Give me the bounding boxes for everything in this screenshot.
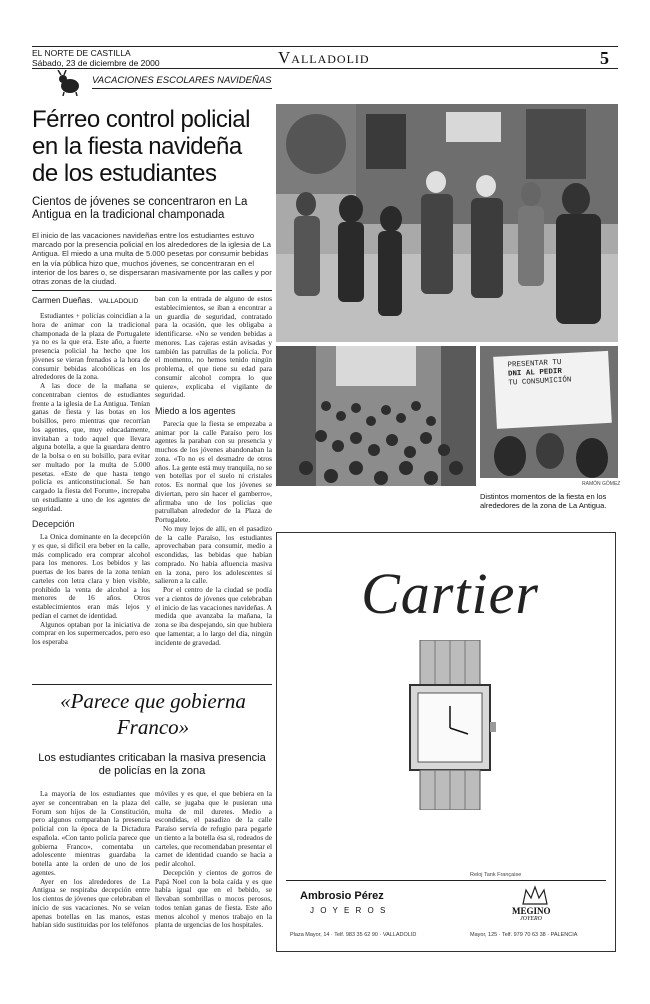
store2-address: Mayor, 125 · Telf. 979 70 63 38 · PALENCIA — [470, 932, 578, 938]
megino-crown-icon — [520, 884, 550, 908]
lead-paragraph: El inicio de las vacaciones navideñas entre los estudiantes estuvo marcado por la presencia policial en los alrededores de la iglesia de La Antigua. El miedo a una multa de 5.000 pesetas por consumir bebidas en la vía pública hizo que, muchos jóvenes, se concentraran en el interior de los bares o, se dispersaran masivamente por las calles y por otras zonas de la ciudad. — [32, 231, 272, 287]
paragraph: La mayoría de los estudiantes que ayer se concentraban en la plaza del Forum son hijos de la Constitución, pero algunos comparaban la presencia policial con la época de la Dictadura española. «Con tanto policía parece que gobierna Franco», comentaba un adolescente mientras guardaba la botella ante la orden de uno de los agentes. — [32, 790, 150, 877]
paragraph: A las doce de la mañana se concentraban cientos de estudiantes frente a la iglesia de La Antigua. Tenían ganas de fiesta y las botas en los bolsillos, pero mientras que recorrían los agentes, que, muy educadamente, invitaban a todo aquel que llevara alguna botella, a que la guardara dentro de la bolsa o en su bolsillo, para evitar ser multado por la multa de 5.000 pesetas. «Este de que hasta tengo policía es anticonstitucional. Se han cargado la fiesta del Forum», increpaba un estudiante a uno de los agentes de seguridad. — [32, 381, 150, 513]
photo-street-police — [276, 104, 618, 342]
ad-brand: Cartier — [361, 561, 539, 626]
masthead — [32, 48, 160, 68]
paragraph: La Onica dominante en la decepción y es que, si difícil era beber en la calle, más complicado era comprar alcohol para los menores. Los bebidos y las puertas de los bares de la zona tenían carteles con letra clara y bien visible, prohibido la venta de alcohol a los menores de 16 años. Otros establecimientos eran más lejos y pedían el carnet de identidad. — [32, 532, 150, 620]
paragraph: No muy lejos de allí, en el pasadizo de la calle Paraíso, los estudiantes aprovechaban para consumir, medio a escondidas, las bebidas que habían comprado. No había afluencia masiva en la zona, pero los adolescentes sí salieron a la calle. — [155, 523, 272, 586]
second-story-subhead: Los estudiantes criticaban la masiva presencia de policías en la zona — [38, 752, 266, 777]
ad-model: Reloj Tank Française — [470, 872, 522, 878]
second-story-rule — [32, 684, 272, 685]
kicker: VACACIONES ESCOLARES NAVIDEÑAS — [92, 75, 272, 86]
reindeer-icon — [52, 70, 88, 96]
issue-date: Sábado, 23 de diciembre de 2000 — [32, 58, 160, 68]
subheading: Decepción — [32, 519, 75, 530]
top-rule — [32, 46, 618, 47]
pull-quote: «Parece que gobierna Franco» — [60, 689, 246, 739]
second-story-column-1 — [32, 790, 150, 945]
photo-crowd-alley — [276, 346, 476, 486]
headline: Férreo control policial en la fiesta navideña de los estudiantes — [32, 106, 250, 187]
crowd-photo-illustration — [276, 104, 618, 342]
section-title: Valladolid — [278, 48, 370, 67]
paragraph: Estudiantes + policías coincidían a la hora de animar con la tradicional champonada de la plaza de Portugalete ya no es la que era. Este año, a fuerte presencia policial ha hecho que los jóvenes se vieran frenados a la hora de consumir bebidas alcohólicas en los alrededores de la zona. — [32, 312, 150, 382]
paragraph: Por el centro de la ciudad se podía ver a cientos de jóvenes que celebraban el inicio de las vacaciones navideñas. A medida que avanzaba la mañana, la zona se iba despejando, sin que hubiera que lamentar, a lo largo del día, ningún incidente de gravedad. — [155, 585, 272, 647]
paragraph: Parecía que la fiesta se empezaba a animar por la calle Paraíso pero los agentes la paraban con su presencia y muchos de los jóvenes abandonaban la zona. «To no es el desmadre de otros años. La gente está muy tranquila, no se ven botellas por el suelo ni cristales rotos. Es normal que los jóvenes se diviertan, pero sin hacer el gamberro», afirmaba uno de los policías que patrullaban alrededor de la Plaza de Portugalete. — [155, 418, 272, 524]
store2-sub: JOYERO — [520, 916, 542, 922]
sign-line: TU CONSUMICIÓN — [508, 376, 572, 388]
article-column-2 — [155, 295, 272, 682]
sign-line: PRESENTAR TU — [507, 358, 562, 370]
masthead-rule — [32, 68, 618, 69]
page-number: 5 — [600, 48, 609, 68]
sign-line: DNI AL PEDIR — [507, 367, 563, 379]
store1-name: Ambrosio Pérez — [300, 890, 384, 902]
article-column-1 — [32, 312, 150, 682]
byline — [32, 296, 138, 305]
byline-name: Carmen Dueñas. — [32, 296, 93, 305]
sign-text — [507, 358, 571, 388]
crowd-alley-illustration — [276, 346, 476, 486]
store2-name: MEGINO — [512, 906, 551, 916]
subhead: Cientos de jóvenes se concentraron en La Antigua en la tradicional champonada — [32, 196, 248, 221]
paragraph: Decepción y cientos de gorros de Papá Noel con la bola caída y es que había igual que en el bebido, se llevaban sombrillas o mocos perosos, todos tenían ganas de fiesta. Este año menos alcohol y menos trabajo en la planta de urgencias de los hospitales. — [155, 867, 272, 930]
kicker-rule — [92, 88, 272, 89]
byline-place: VALLADOLID — [98, 298, 139, 305]
photo-id-sign — [480, 346, 618, 478]
ad-rule — [286, 880, 606, 881]
watch-illustration — [390, 640, 510, 810]
paragraph: ban con la entrada de alguno de estos establecimientos, se iban a encontrar a un guardia de seguridad, contratado para la ocasión, que les obligaba a identificarse. «No se venden bebidas a menores. Las cajeras están avisadas y también las patrullas de la policía. Por el momento, no hemos tenido ningún problema, el que tiene su edad para consumir alcohol compra lo que quiere», explicaba el vigilante de seguridad. — [155, 295, 272, 400]
lead-rule — [32, 290, 272, 291]
paragraph: móviles y es que, el que bebiera en la calle, se jugaba que le pusieran una multa de mil duretes. Medio a escondidas, el pasadizo de la calle Paraíso servía de refugio para pegarle un tiento a la botella ésa si, rodeados de carteles, que recomendaban presentar el carnet de identidad cuando se hacía a pedir alcohol. — [155, 790, 272, 868]
store1-address: Plaza Mayor, 14 · Telf. 983 35 62 90 · VALLADOLID — [290, 932, 417, 938]
photo-caption: Distintos momentos de la fiesta en los alrededores de la zona de La Antigua. — [480, 492, 607, 510]
second-story-column-2 — [155, 790, 272, 945]
subheading: Miedo a los agentes — [155, 406, 236, 416]
paper-name: EL NORTE DE CASTILLA — [32, 48, 131, 58]
store1-sub: J O Y E R O S — [310, 906, 388, 915]
paragraph: Ayer en los alrededores de La Antigua se respiraba decepción entre los cientos de jóvenes que celebraban el inicio de sus vacaciones. No se veían apenas botellas en las manos, estas habían sido sustituidas por los teléfonos — [32, 876, 150, 930]
photo-credit: RAMÓN GÓMEZ — [582, 481, 621, 487]
paragraph: Algunos optaban por la iniciativa de comprar en los supermercados, pero eso los esperaba — [32, 619, 150, 646]
